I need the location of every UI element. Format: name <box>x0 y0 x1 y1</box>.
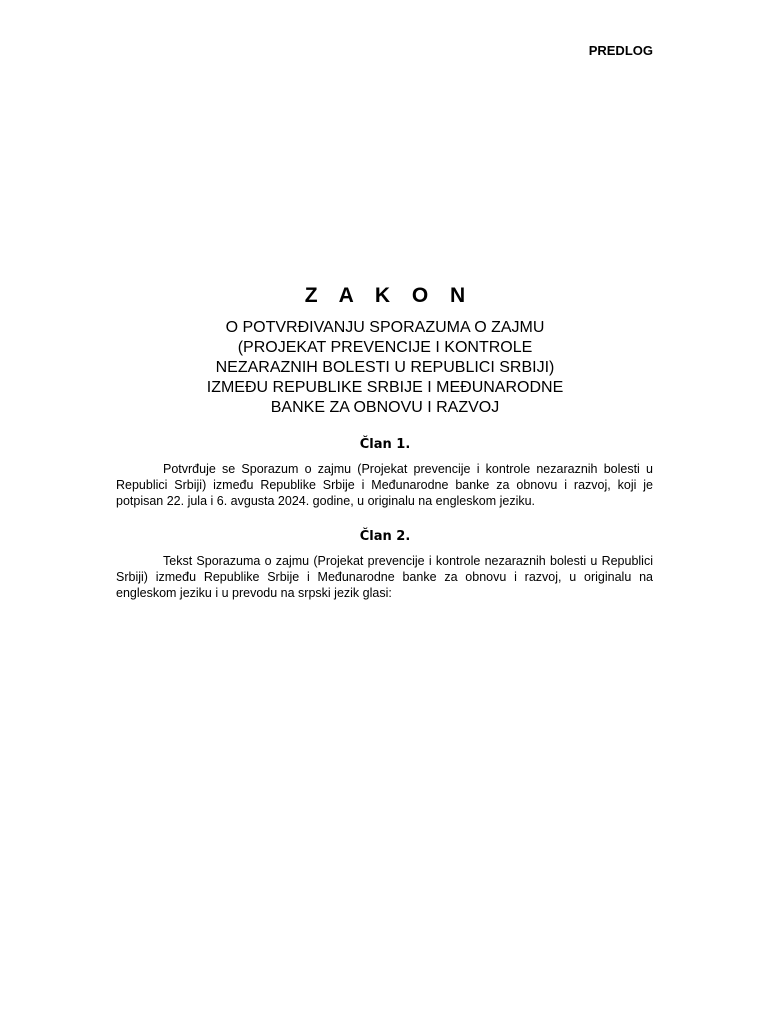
document-subtitle <box>0 318 770 418</box>
document-status-label: PREDLOG <box>588 43 653 58</box>
article-1-heading: Član 1. <box>359 437 411 452</box>
subtitle-line: NEZARAZNIH BOLESTI U REPUBLICI SRBIJI) <box>215 359 555 376</box>
subtitle-line: (PROJEKAT PREVENCIJE I KONTROLE <box>237 339 533 356</box>
subtitle-line: O POTVRĐIVANJU SPORAZUMA O ZAJMU <box>225 319 545 336</box>
article-2-heading: Član 2. <box>359 529 411 544</box>
document-title: Z A K O N <box>304 284 474 307</box>
article-2-text: Tekst Sporazuma o zajmu (Projekat prevencije i kontrole nezaraznih bolesti u Republici Srbiji) između Republike Srbije i Međunarodne banke za obnovu i razvoj, u originalu na engleskom jeziku i u prevodu na srpski jezik glasi: <box>116 554 653 600</box>
article-1-text: Potvrđuje se Sporazum o zajmu (Projekat prevencije i kontrole nezaraznih bolesti u Republici Srbiji) između Republike Srbije i Međunarodne banke za obnovu i razvoj, koji je potpisan 22. jula i 6. avgusta 2024. godine, u originalu na engleskom jeziku. <box>116 462 653 508</box>
subtitle-line: BANKE ZA OBNOVU I RAZVOJ <box>270 399 500 416</box>
subtitle-line: IZMEĐU REPUBLIKE SRBIJE I MEĐUNARODNE <box>206 379 564 396</box>
